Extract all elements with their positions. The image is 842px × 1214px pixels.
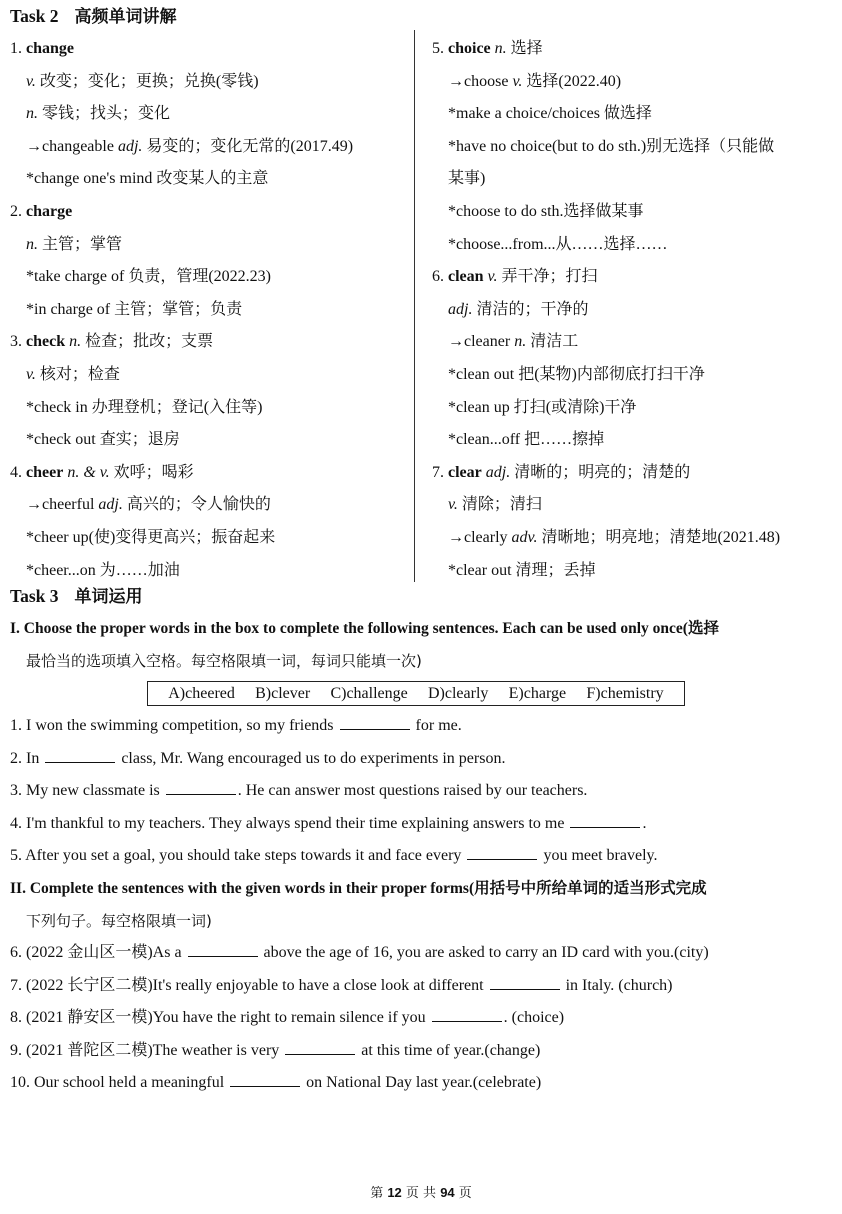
vocab-line — [432, 428, 780, 461]
vocab-right-column — [432, 37, 780, 591]
vocab-line — [10, 428, 353, 461]
question-text-end: above the age of 16, you are asked to carry an ID card with you.(city) — [259, 944, 709, 961]
vocab-line — [432, 167, 780, 200]
question — [10, 1072, 541, 1094]
entry-text: *clean up 打扫(或清除)干净 — [448, 398, 637, 416]
entry-meaning: 欢呼；喝彩 — [109, 463, 194, 481]
vocab-line — [10, 298, 353, 331]
option-a: A)cheered — [168, 684, 235, 702]
headword: choice — [448, 40, 491, 57]
entry-meaning: 选择(2022.40) — [522, 72, 622, 90]
entry-meaning: 清洁工 — [526, 333, 579, 351]
vocab-line — [10, 37, 353, 70]
question-text: 8. (2021 静安区一模)You have the right to remain silence if you — [10, 1009, 430, 1027]
part-of-speech: v. — [487, 268, 498, 286]
vocab-line — [432, 396, 780, 429]
entry-number: 5. — [432, 40, 444, 57]
question-text-end: on National Day last year.(celebrate) — [302, 1074, 542, 1092]
part-of-speech: n. — [26, 235, 38, 253]
entry-text: →clearly — [448, 528, 512, 546]
entry-text: *make a choice/choices 做选择 — [448, 105, 652, 123]
question-text: 6. (2022 金山区一模)As a — [10, 944, 186, 961]
entry-text: →changeable — [26, 137, 118, 155]
vocab-line — [10, 70, 353, 103]
vocab-line — [10, 135, 353, 168]
question — [10, 813, 646, 835]
vocab-line — [10, 102, 353, 135]
vocab-line — [432, 461, 780, 494]
question — [10, 975, 673, 997]
task3-label: Task 3 — [10, 586, 59, 606]
entry-text: *in charge of 主管；掌管；负责 — [26, 300, 243, 318]
answer-blank[interactable] — [432, 1007, 502, 1022]
vocab-line — [432, 493, 780, 526]
entry-text: *cheer...on 为……加油 — [26, 561, 180, 579]
headword: clean — [448, 268, 484, 286]
entry-text: *clean...off 把……擦掉 — [448, 431, 605, 449]
part2-instruction — [10, 872, 835, 938]
entry-meaning: 弄干净；打扫 — [497, 268, 598, 286]
vocab-line — [432, 559, 780, 592]
entry-text: *take charge of 负责，管理(2022.23) — [26, 268, 271, 286]
entry-text: *check in 办理登机；登记(入住等) — [26, 398, 263, 416]
answer-blank[interactable] — [285, 1040, 355, 1055]
question-text-end: . He can answer most questions raised by our teachers. — [237, 782, 588, 800]
entry-meaning: 主管；掌管 — [38, 235, 123, 253]
answer-blank[interactable] — [467, 845, 537, 860]
question-text: 1. I won the swimming competition, so my friends — [10, 717, 338, 734]
part-of-speech: n. — [494, 40, 507, 57]
entry-meaning: 清晰的；明亮的；清楚的 — [510, 463, 691, 481]
vocab-line — [432, 37, 780, 70]
question-text-end: you meet bravely. — [539, 847, 658, 865]
entry-meaning: 高兴的；令人愉快的 — [122, 496, 271, 514]
vocab-line — [432, 526, 780, 559]
entry-meaning: 清晰地；明亮地；清楚地(2021.48) — [537, 528, 781, 546]
part-of-speech: n. — [514, 333, 527, 351]
question-text-end: in Italy. (church) — [561, 976, 673, 994]
part2-line2: 下列句子。每空格限填一词) — [26, 912, 212, 930]
vocab-line — [432, 330, 780, 363]
part2-line1: II. Complete the sentences with the given words in their proper forms(用括号中所给单词的适当形式完成 — [10, 880, 707, 897]
headword: cheer — [26, 463, 64, 481]
entry-number: 1. — [10, 40, 22, 57]
question — [10, 748, 505, 770]
entry-meaning: 核对；检查 — [35, 365, 120, 383]
entry-number: 3. — [10, 333, 22, 351]
entry-meaning: 检查；批改；支票 — [81, 333, 214, 351]
vocab-line — [432, 233, 780, 266]
answer-blank[interactable] — [570, 813, 640, 828]
page-number: 12 — [387, 1185, 402, 1200]
part-of-speech: adj. — [448, 300, 473, 318]
part-of-speech: v. — [26, 365, 36, 383]
answer-blank[interactable] — [490, 975, 560, 990]
part1-instruction — [10, 612, 835, 678]
answer-blank[interactable] — [188, 942, 258, 957]
part-of-speech: adv. — [511, 528, 538, 546]
question-text-end: at this time of year.(change) — [357, 1041, 541, 1059]
question — [10, 942, 709, 964]
headword: clear — [448, 463, 482, 481]
vocab-line — [10, 330, 353, 363]
word-options-box — [147, 681, 685, 706]
vocab-line — [10, 461, 353, 494]
vocab-line — [10, 363, 353, 396]
part-of-speech: adj. — [98, 496, 123, 514]
footer-mid: 页 共 — [401, 1186, 441, 1201]
question-text: 3. My new classmate is — [10, 782, 164, 800]
vocab-line — [432, 265, 780, 298]
option-f: F)chemistry — [586, 684, 664, 702]
vocab-line — [10, 233, 353, 266]
vocab-left-column — [10, 37, 353, 591]
question — [10, 845, 657, 867]
entry-text: *check out 查实；退房 — [26, 431, 180, 449]
question — [10, 1040, 540, 1062]
answer-blank[interactable] — [230, 1072, 300, 1087]
column-divider — [414, 30, 415, 582]
task3-title: 单词运用 — [74, 587, 143, 607]
question-text-end: for me. — [411, 717, 462, 734]
vocab-line — [10, 167, 353, 200]
page-total: 94 — [440, 1185, 455, 1200]
part-of-speech: adj. — [117, 137, 143, 155]
vocab-line — [432, 102, 780, 135]
task2-label: Task 2 — [10, 6, 59, 26]
answer-blank[interactable] — [166, 780, 236, 795]
entry-meaning: 零钱；找头；变化 — [38, 105, 171, 123]
vocab-line — [432, 363, 780, 396]
page-footer — [0, 1182, 842, 1201]
task3-heading — [10, 586, 142, 607]
vocab-line — [10, 493, 353, 526]
question-text: 2. In — [10, 749, 44, 767]
vocab-line — [432, 135, 780, 168]
entry-text: →cheerful — [26, 496, 99, 514]
vocab-line — [10, 200, 353, 233]
part1-line1: I. Choose the proper words in the box to complete the following sentences. Each can be used only once(选择 — [10, 620, 719, 637]
entry-meaning: 易变的；变化无常的(2017.49) — [142, 137, 354, 155]
vocab-line — [432, 70, 780, 103]
part-of-speech: adj. — [485, 463, 511, 481]
part-of-speech: n. — [69, 333, 82, 351]
entry-meaning: 清洁的；干净的 — [472, 300, 589, 318]
option-b: B)clever — [255, 684, 311, 702]
headword: change — [26, 40, 74, 57]
question-text-end: . (choice) — [503, 1009, 565, 1027]
entry-number: 2. — [10, 202, 22, 220]
vocab-line — [10, 265, 353, 298]
entry-text: →cleaner — [448, 333, 515, 351]
entry-text: *choose to do sth.选择做某事 — [448, 202, 644, 220]
question-text: 5. After you set a goal, you should take steps towards it and face every — [10, 847, 466, 865]
entry-text: *change one's mind 改变某人的主意 — [26, 170, 269, 188]
vocab-line — [432, 200, 780, 233]
task2-heading — [10, 6, 176, 27]
vocab-line — [10, 526, 353, 559]
headword: charge — [26, 202, 73, 220]
part-of-speech: v. — [448, 496, 458, 514]
headword: check — [26, 333, 66, 351]
part-of-speech: v. — [512, 72, 523, 90]
answer-blank[interactable] — [340, 715, 410, 730]
entry-meaning: 选择 — [506, 40, 543, 57]
part-of-speech: v. — [26, 72, 36, 90]
entry-number: 6. — [432, 268, 444, 286]
entry-text: *choose...from...从……选择…… — [448, 235, 668, 253]
entry-text: →choose — [448, 72, 513, 90]
question — [10, 1007, 564, 1029]
question-text: 4. I'm thankful to my teachers. They always spend their time explaining answers to me — [10, 814, 569, 832]
question-text-end: . — [642, 814, 647, 832]
option-c: C)challenge — [330, 684, 408, 702]
entry-text: *clear out 清理；丢掉 — [448, 561, 596, 579]
entry-text: *have no choice(but to do sth.)别无选择（只能做 — [448, 137, 775, 155]
entry-meaning: 清除；清扫 — [457, 496, 542, 514]
option-e: E)charge — [508, 684, 567, 702]
option-d: D)clearly — [428, 684, 489, 702]
entry-text: *clean out 把(某物)内部彻底打扫干净 — [448, 365, 705, 383]
entry-number: 4. — [10, 463, 22, 481]
part-of-speech: n. — [26, 105, 38, 123]
question-text-end: class, Mr. Wang encouraged us to do experiments in person. — [117, 749, 506, 767]
vocab-line — [10, 396, 353, 429]
question-text: 9. (2021 普陀区二模)The weather is very — [10, 1041, 284, 1059]
question — [10, 780, 587, 802]
answer-blank[interactable] — [45, 748, 115, 763]
question-text: 10. Our school held a meaningful — [10, 1074, 229, 1092]
entry-text: *cheer up(使)变得更高兴；振奋起来 — [26, 528, 276, 546]
entry-text: 某事) — [448, 170, 486, 188]
part1-line2: 最恰当的选项填入空格。每空格限填一词，每词只能填一次) — [26, 652, 422, 670]
task2-title: 高频单词讲解 — [74, 7, 177, 27]
part-of-speech: n. & v. — [67, 463, 110, 481]
question-text: 7. (2022 长宁区二模)It's really enjoyable to have a close look at different — [10, 976, 488, 994]
question — [10, 715, 462, 737]
entry-number: 7. — [432, 463, 444, 481]
entry-meaning: 改变；变化；更换；兑换(零钱) — [35, 72, 259, 90]
vocab-line — [432, 298, 780, 331]
footer-prefix: 第 — [370, 1186, 388, 1201]
footer-suffix: 页 — [454, 1186, 472, 1201]
